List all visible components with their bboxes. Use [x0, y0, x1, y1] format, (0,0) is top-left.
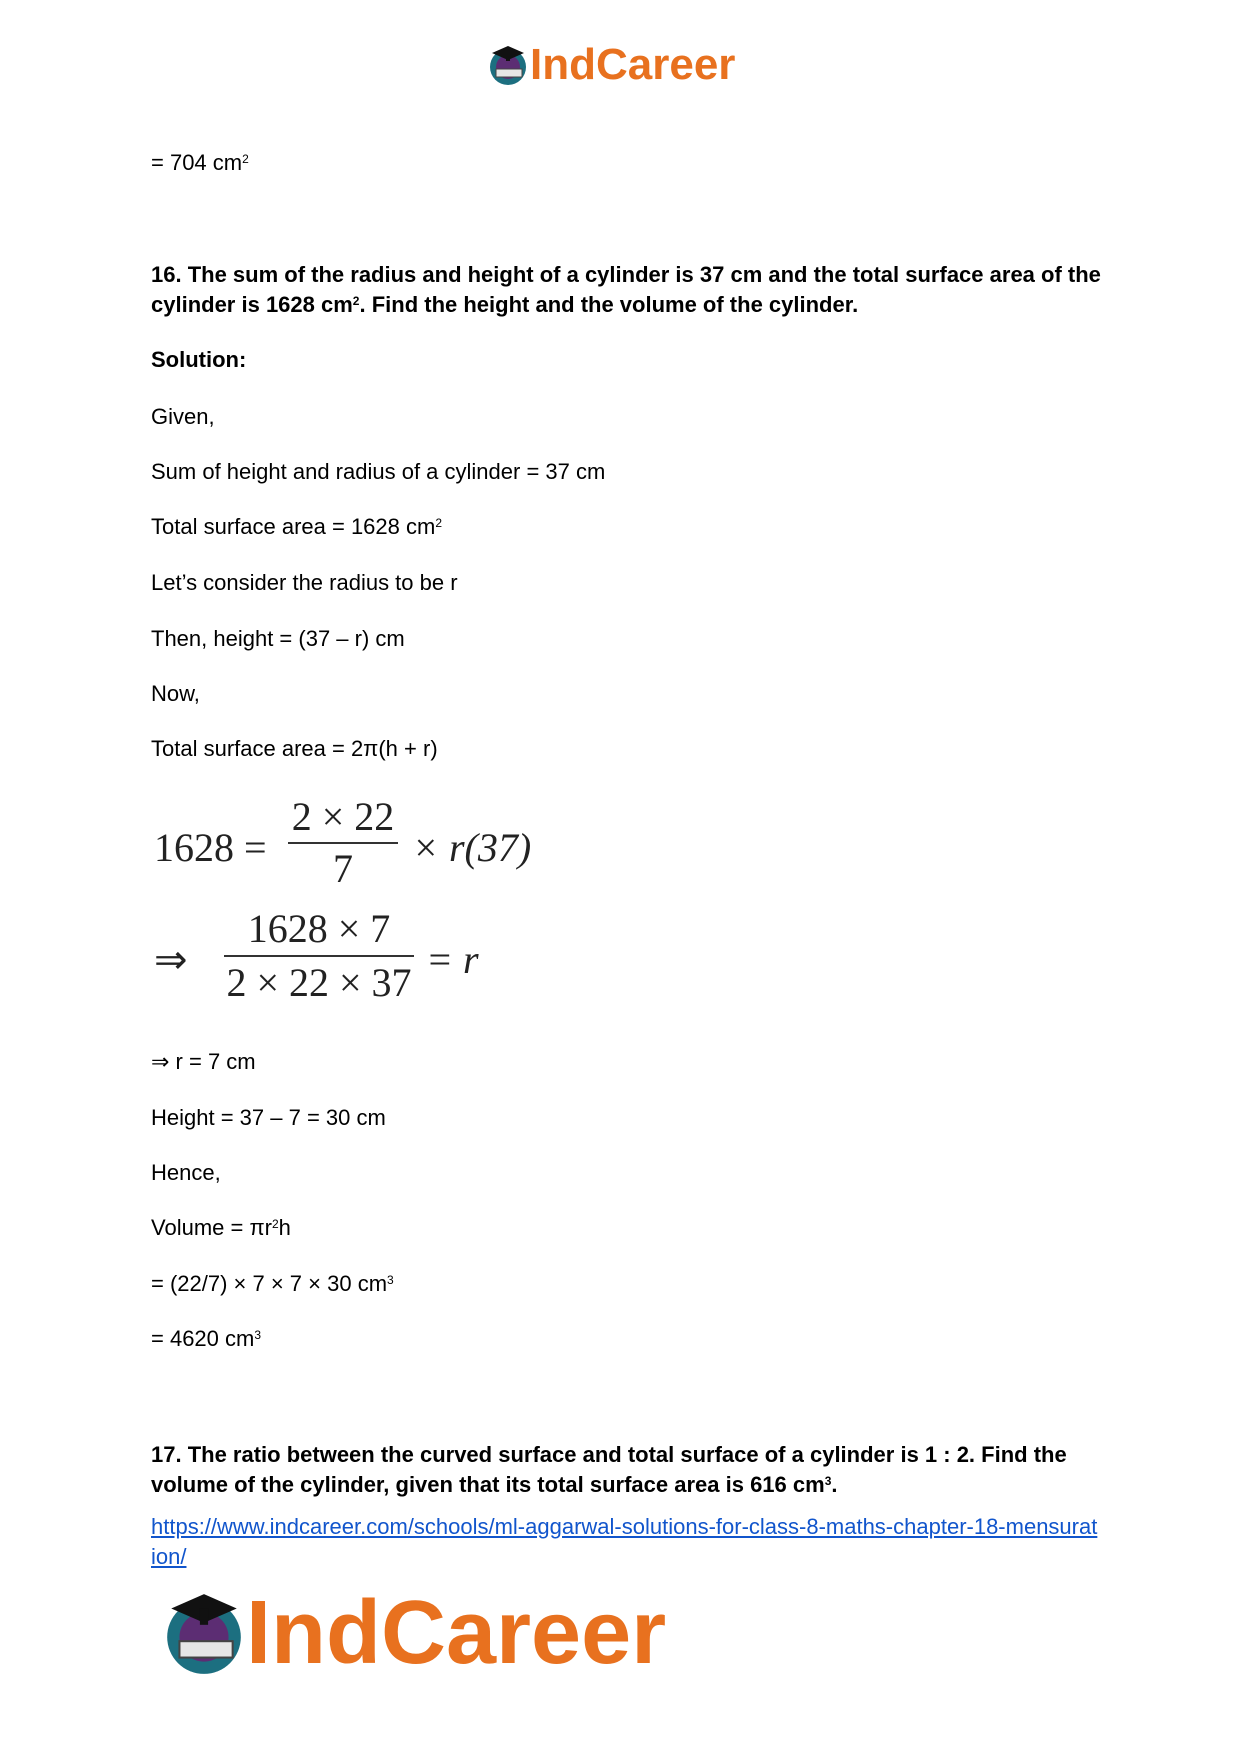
previous-answer-text: = 704 cm [151, 150, 243, 175]
tsa-sup: 2 [435, 516, 443, 530]
question-17-sup: 3 [824, 1474, 832, 1488]
volume-text-a: Volume = πr [151, 1215, 272, 1240]
question-17-text-b: . [831, 1472, 838, 1497]
volume-result-text: = 4620 cm [151, 1326, 255, 1351]
equation-block [154, 795, 574, 1010]
eq2-arrow: ⇒ [154, 937, 188, 982]
eq2-rhs: = r [426, 937, 479, 982]
tsa-formula-line: Total surface area = 2π(h + r) [151, 736, 438, 761]
volume-calc-line [151, 1271, 394, 1297]
volume-formula-line [151, 1215, 291, 1241]
footer-logo [162, 1583, 666, 1683]
r-result-line: ⇒ r = 7 cm [151, 1049, 256, 1074]
then-height-line: Then, height = (37 – r) cm [151, 626, 405, 651]
eq2-numerator: 1628 × 7 [247, 906, 391, 951]
volume-sup: 2 [271, 1217, 279, 1231]
tsa-line [151, 514, 442, 540]
header-logo [488, 40, 735, 90]
now-line: Now, [151, 681, 200, 706]
eq2-fraction-bar [224, 955, 414, 957]
eq1-denominator: 7 [333, 846, 353, 891]
question-16 [151, 260, 1111, 320]
footer-brand-prefix: I [246, 1583, 272, 1683]
eq1-numerator: 2 × 22 [291, 794, 395, 839]
graduation-cap-book-icon [162, 1588, 246, 1678]
eq1-fraction-bar [288, 842, 398, 844]
solution-heading: Solution: [151, 347, 247, 372]
question-16-text-a: 16. The sum of the radius and height of a cylinder is 37 cm and the total surface area of the cylinder is 1628 cm [151, 262, 1101, 317]
hence-line: Hence, [151, 1160, 221, 1185]
height-line: Height = 37 – 7 = 30 cm [151, 1105, 386, 1130]
consider-line: Let’s consider the radius to be r [151, 570, 458, 595]
volume-result-line [151, 1326, 261, 1352]
question-17-text-a: 17. The ratio between the curved surface and total surface of a cylinder is 1 : 2. Find the volume of the cylinder, given that its total surface area is 616 cm [151, 1442, 1067, 1497]
graduation-cap-book-icon [488, 43, 528, 87]
volume-calc-text: = (22/7) × 7 × 7 × 30 cm [151, 1271, 388, 1296]
footer-brand-rest: ndCareer [271, 1583, 667, 1683]
given-line: Given, [151, 404, 215, 429]
eq1-rhs: × r(37) [412, 825, 532, 870]
previous-answer-sup: 2 [242, 152, 249, 166]
previous-answer-line [151, 150, 249, 176]
header-brand-rest: ndCareer [542, 40, 736, 89]
eq1-lhs: 1628 = [154, 825, 267, 870]
question-17 [151, 1440, 1111, 1500]
tsa-text: Total surface area = 1628 cm [151, 514, 436, 539]
question-16-sup: 2 [352, 294, 360, 308]
question-16-text-b: . Find the height and the volume of the cylinder. [359, 292, 859, 317]
eq2-denominator: 2 × 22 × 37 [226, 960, 412, 1005]
sum-line: Sum of height and radius of a cylinder = 37 cm [151, 459, 606, 484]
volume-result-sup: 3 [254, 1328, 262, 1342]
source-link[interactable]: https://www.indcareer.com/schools/ml-aggarwal-solutions-for-class-8-maths-chapter-18-mensuration/ [151, 1514, 1098, 1569]
header-brand-prefix: I [530, 40, 543, 89]
volume-calc-sup: 3 [387, 1273, 394, 1287]
volume-text-b: h [278, 1215, 291, 1240]
